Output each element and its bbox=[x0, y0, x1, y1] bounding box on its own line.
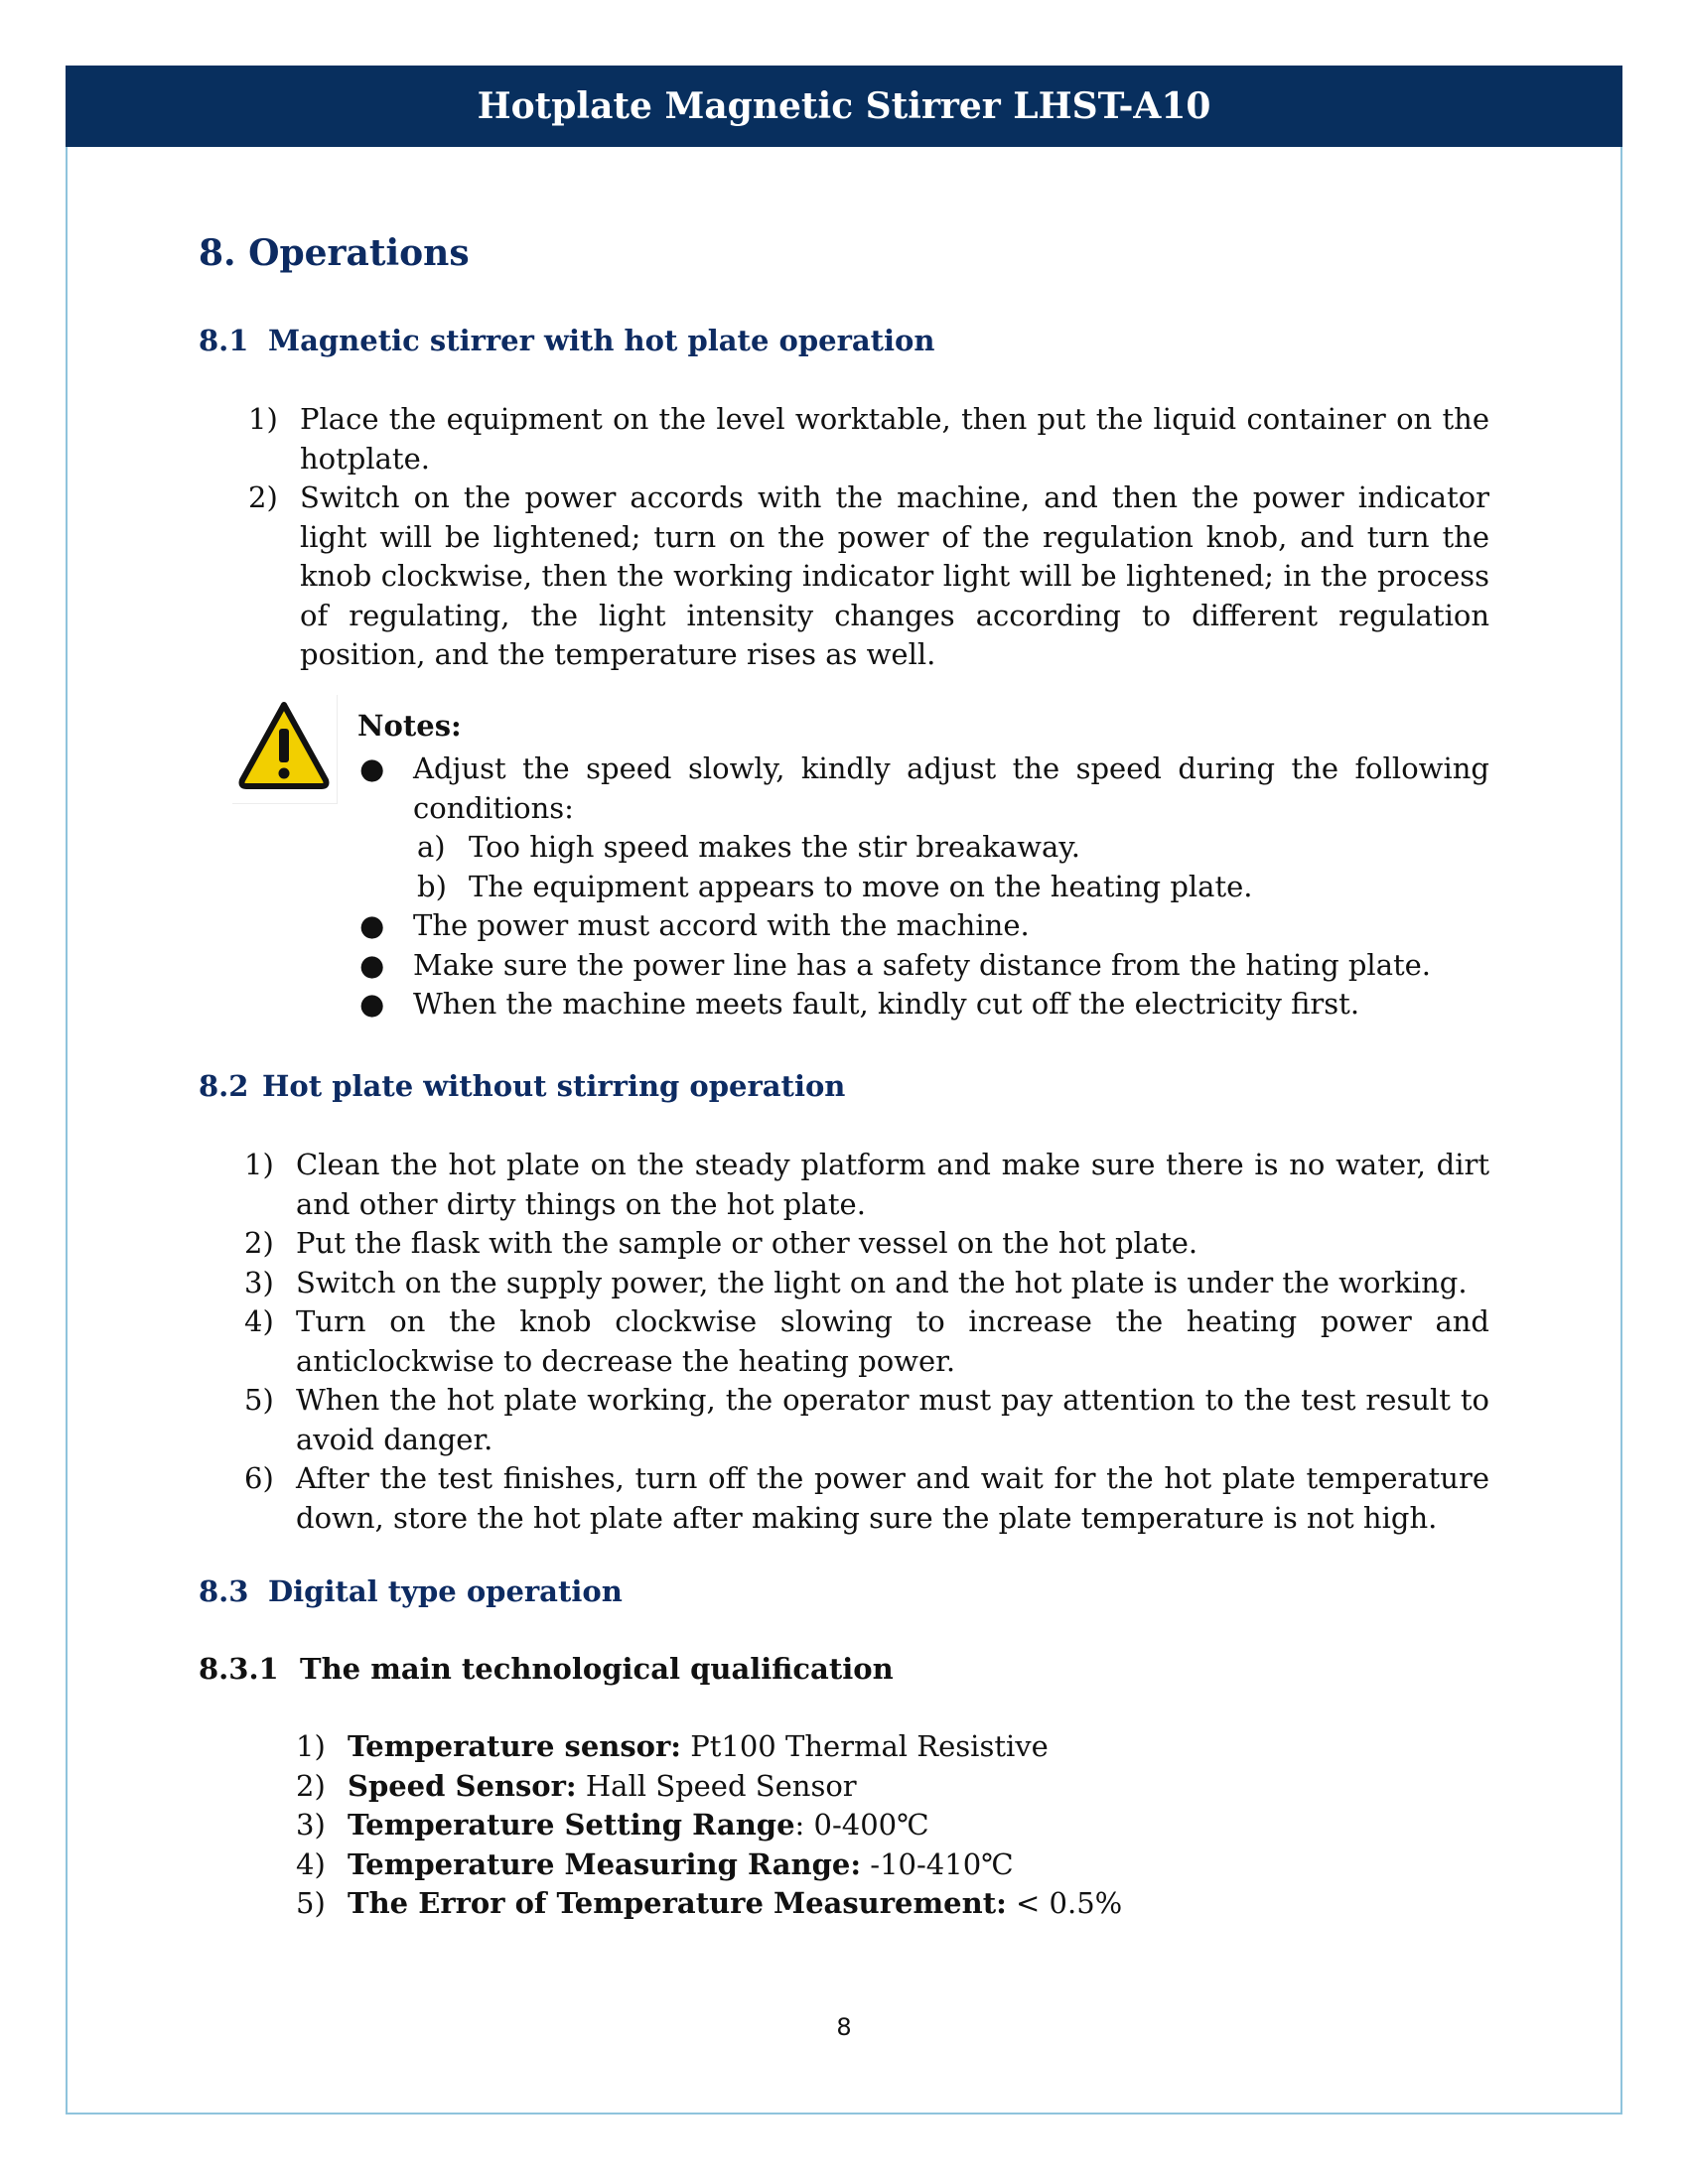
spec-value: : 0-400℃ bbox=[794, 1808, 929, 1842]
item-text: Too high speed makes the stir breakaway. bbox=[469, 830, 1081, 864]
list-item bbox=[248, 478, 1489, 675]
list-item bbox=[359, 946, 1489, 986]
section-8-3-heading bbox=[199, 1574, 623, 1608]
item-text: Switch on the supply power, the light on and the hot plate is under the working. bbox=[296, 1265, 1468, 1299]
list-item bbox=[413, 828, 1489, 868]
notes-title: Notes: bbox=[357, 709, 462, 743]
list-item bbox=[244, 1224, 1489, 1264]
item-number: 4) bbox=[296, 1846, 326, 1881]
list-item bbox=[248, 400, 1489, 478]
section-title: Digital type operation bbox=[268, 1574, 623, 1608]
item-text: When the hot plate working, the operator must pay attention to the test result to avoid danger. bbox=[296, 1383, 1489, 1456]
section-8-heading: 8. Operations bbox=[199, 232, 470, 274]
item-number: 3) bbox=[296, 1808, 326, 1842]
section-8-2-heading bbox=[199, 1069, 845, 1103]
item-text: After the test finishes, turn off the power and wait for the hot plate temperature down, store the hot plate after making sure the plate temperature is not high. bbox=[296, 1461, 1489, 1535]
warning-icon bbox=[232, 695, 338, 804]
bullet-icon: ● bbox=[359, 908, 385, 942]
bullet-icon: ● bbox=[359, 947, 385, 982]
item-text: Switch on the power accords with the machine, and then the power indicator light will be lightened; turn on the power of the regulation knob, and turn the knob clockwise, then the working indicator light will be lightened; in the process of regulating, the light intensity changes according to different regulation position, and the temperature rises as well. bbox=[300, 480, 1489, 671]
item-letter: a) bbox=[417, 830, 446, 864]
item-text: Clean the hot plate on the steady platform and make sure there is no water, dirt and other dirty things on the hot plate. bbox=[296, 1148, 1489, 1221]
list-item bbox=[296, 1767, 1122, 1807]
bullet-icon: ● bbox=[359, 751, 385, 785]
item-number: 2) bbox=[296, 1768, 326, 1803]
item-text: Put the flask with the sample or other vessel on the hot plate. bbox=[296, 1226, 1198, 1260]
spec-value: Hall Speed Sensor bbox=[576, 1768, 857, 1803]
item-number: 1) bbox=[248, 402, 278, 436]
list-item bbox=[296, 1727, 1122, 1767]
item-number: 1) bbox=[244, 1148, 274, 1181]
spec-label: Temperature Measuring Range: bbox=[348, 1846, 862, 1881]
section-title: The main technological qualification bbox=[300, 1652, 894, 1686]
item-text: Make sure the power line has a safety distance from the hating plate. bbox=[413, 947, 1432, 982]
item-number: 5) bbox=[296, 1886, 326, 1920]
item-text: Place the equipment on the level worktable, then put the liquid container on the hotplate. bbox=[300, 402, 1489, 476]
list-item bbox=[296, 1845, 1122, 1885]
item-text: Adjust the speed slowly, kindly adjust the speed during the following conditions: bbox=[413, 751, 1489, 825]
section-number: 8.1 bbox=[199, 324, 249, 357]
list-item bbox=[296, 1884, 1123, 1924]
spec-value: < 0.5% bbox=[1006, 1886, 1123, 1920]
item-number: 5) bbox=[244, 1383, 274, 1417]
section-number: 8.3.1 bbox=[199, 1652, 279, 1686]
list-item bbox=[244, 1264, 1489, 1303]
list-item bbox=[244, 1381, 1489, 1459]
item-number: 2) bbox=[248, 480, 278, 514]
spec-label: The Error of Temperature Measurement: bbox=[348, 1886, 1007, 1920]
spec-value: Pt100 Thermal Resistive bbox=[681, 1729, 1049, 1763]
document-header bbox=[66, 66, 1622, 147]
hot-plate-steps-list bbox=[244, 1146, 1489, 1538]
item-number: 1) bbox=[296, 1729, 326, 1763]
item-number: 2) bbox=[244, 1226, 274, 1260]
item-text: Turn on the knob clockwise slowing to increase the heating power and anticlockwise to decrease the heating power. bbox=[296, 1304, 1489, 1378]
section-8-3-1-heading bbox=[199, 1652, 894, 1686]
spec-list bbox=[296, 1727, 1123, 1924]
spec-value: -10-410℃ bbox=[861, 1846, 1014, 1881]
item-text: When the machine meets fault, kindly cut off the electricity first. bbox=[413, 987, 1360, 1021]
list-item bbox=[359, 906, 1489, 946]
list-item bbox=[359, 750, 1489, 906]
list-item bbox=[244, 1302, 1489, 1381]
spec-label: Temperature sensor: bbox=[348, 1729, 682, 1763]
section-title: Hot plate without stirring operation bbox=[262, 1069, 846, 1103]
notes-list bbox=[359, 750, 1489, 1024]
document-title: Hotplate Magnetic Stirrer LHST-A10 bbox=[477, 85, 1211, 127]
item-number: 6) bbox=[244, 1461, 274, 1495]
list-item bbox=[359, 985, 1489, 1024]
list-item bbox=[296, 1806, 1122, 1845]
list-item bbox=[413, 868, 1489, 907]
sub-list bbox=[413, 828, 1489, 906]
page-number: 8 bbox=[836, 2013, 852, 2041]
section-number: 8.2 bbox=[199, 1069, 249, 1103]
spec-label: Temperature Setting Range bbox=[348, 1808, 795, 1842]
list-item bbox=[244, 1146, 1489, 1224]
section-8-1-heading bbox=[199, 324, 934, 357]
item-text: The equipment appears to move on the heating plate. bbox=[469, 869, 1253, 903]
item-letter: b) bbox=[417, 869, 447, 903]
item-text: The power must accord with the machine. bbox=[413, 908, 1030, 942]
section-number: 8.3 bbox=[199, 1574, 249, 1608]
list-item bbox=[244, 1459, 1489, 1538]
bullet-icon: ● bbox=[359, 987, 385, 1021]
item-number: 3) bbox=[244, 1265, 274, 1299]
section-title: Magnetic stirrer with hot plate operation bbox=[268, 324, 935, 357]
item-number: 4) bbox=[244, 1304, 274, 1338]
operation-steps-list bbox=[248, 400, 1489, 675]
spec-label: Speed Sensor: bbox=[348, 1768, 577, 1803]
